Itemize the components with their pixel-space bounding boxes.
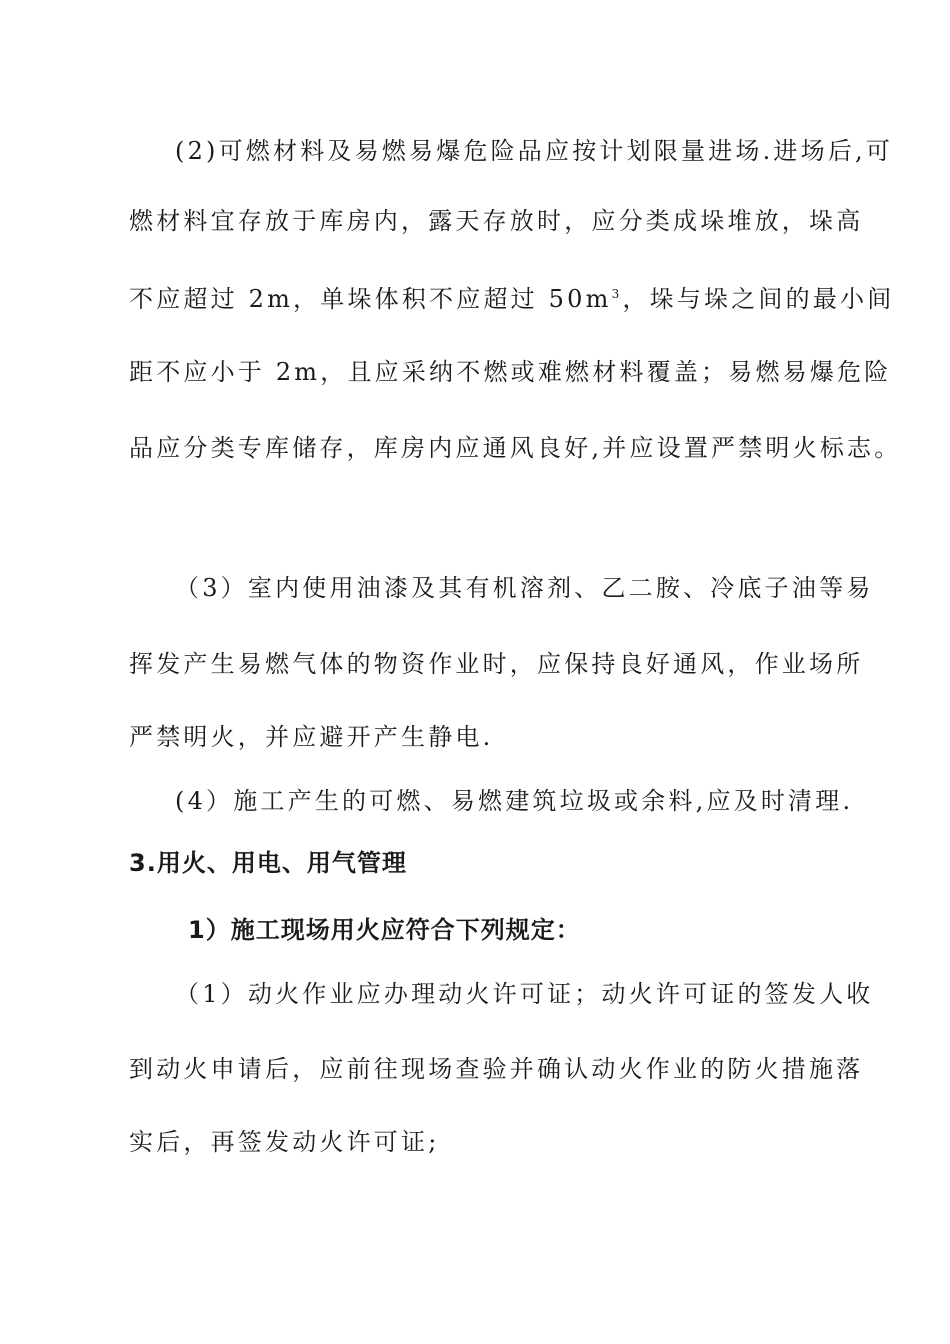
paragraph-3-line-1: （3）室内使用油漆及其有机溶剂、乙二胺、冷底子油等易 (175, 574, 874, 602)
paragraph-1-line-1: （1）动火作业应办理动火许可证；动火许可证的签发人收 (175, 980, 874, 1008)
paragraph-1-line-3: 实后，再签发动火许可证; (129, 1128, 440, 1156)
paragraph-2-line-2: 燃材料宜存放于库房内，露天存放时，应分类成垛堆放，垛高 (129, 207, 864, 235)
paragraph-2-line-1: (2)可燃材料及易燃易爆危险品应按计划限量进场.进场后,可 (175, 137, 894, 165)
paragraph-4-line-1: (4）施工产生的可燃、易燃建筑垃圾或余料,应及时清理. (175, 787, 854, 815)
paragraph-2-line-5: 品应分类专库储存，库房内应通风良好,并应设置严禁明火标志。 (129, 434, 902, 462)
paragraph-2-line-3-text-a: 不应超过 2m，单垛体积不应超过 50m (129, 285, 612, 313)
paragraph-3-line-2: 挥发产生易燃气体的物资作业时，应保持良好通风，作业场所 (129, 650, 864, 678)
superscript-cubic: 3 (611, 287, 623, 301)
section-heading: 3.用火、用电、用气管理 (129, 849, 407, 877)
paragraph-2-line-4: 距不应小于 2m，且应采纳不燃或难燃材料覆盖；易燃易爆危险 (129, 358, 892, 386)
paragraph-3-line-3: 严禁明火，并应避开产生静电. (129, 723, 494, 751)
paragraph-1-line-2: 到动火申请后，应前往现场查验并确认动火作业的防火措施落 (129, 1055, 864, 1083)
paragraph-2-line-3-text-b: ，垛与垛之间的最小间 (622, 285, 895, 313)
sub-heading: 1）施工现场用火应符合下列规定： (188, 916, 581, 944)
paragraph-2-line-3 (129, 283, 895, 315)
